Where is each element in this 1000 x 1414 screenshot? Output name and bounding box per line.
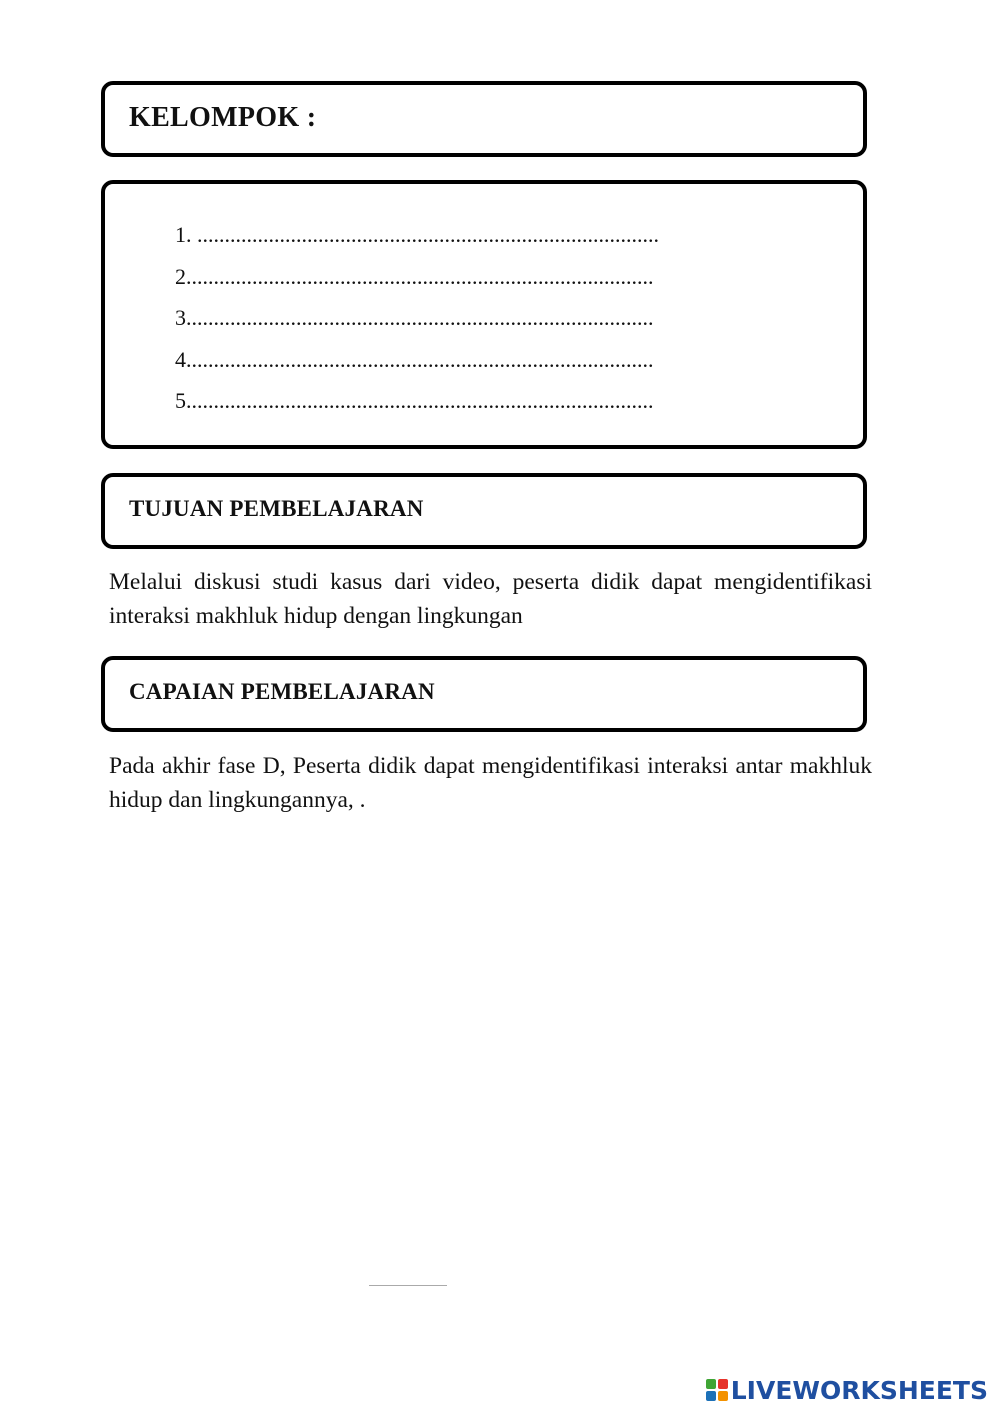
capaian-title: CAPAIAN PEMBELAJARAN	[129, 679, 435, 704]
logo-square-2	[718, 1379, 728, 1389]
member-line-4[interactable]: 4.....................................................................................	[175, 346, 654, 372]
members-box	[101, 180, 867, 449]
member-line-3[interactable]: 3.....................................................................................	[175, 305, 654, 330]
footer-divider	[369, 1285, 447, 1286]
tujuan-title: TUJUAN PEMBELAJARAN	[129, 496, 424, 521]
logo-square-1	[706, 1379, 716, 1389]
tujuan-text: Melalui diskusi studi kasus dari video, peserta didik dapat mengidentifikasi interaksi makhluk hidup dengan lingkungan	[109, 569, 872, 629]
group-header-box	[101, 81, 867, 157]
capaian-text: Pada akhir fase D, Peserta didik dapat mengidentifikasi interaksi antar makhluk hidup dan lingkungannya, .	[109, 753, 872, 813]
member-line-5[interactable]: 5.....................................................................................	[175, 388, 654, 413]
member-line-2[interactable]: 2.....................................................................................	[175, 263, 654, 289]
brand-name: LIVEWORKSHEETS	[730, 1375, 988, 1405]
brand-watermark	[706, 1374, 988, 1406]
members-list	[175, 214, 659, 422]
tujuan-heading-box	[101, 473, 867, 549]
logo-square-3	[706, 1391, 716, 1401]
liveworksheets-logo-icon	[706, 1379, 728, 1401]
member-line-1[interactable]: 1. ....................................................................................	[175, 222, 659, 247]
group-label: KELOMPOK :	[129, 102, 317, 133]
capaian-heading-box	[101, 656, 867, 732]
logo-square-4	[718, 1391, 728, 1401]
